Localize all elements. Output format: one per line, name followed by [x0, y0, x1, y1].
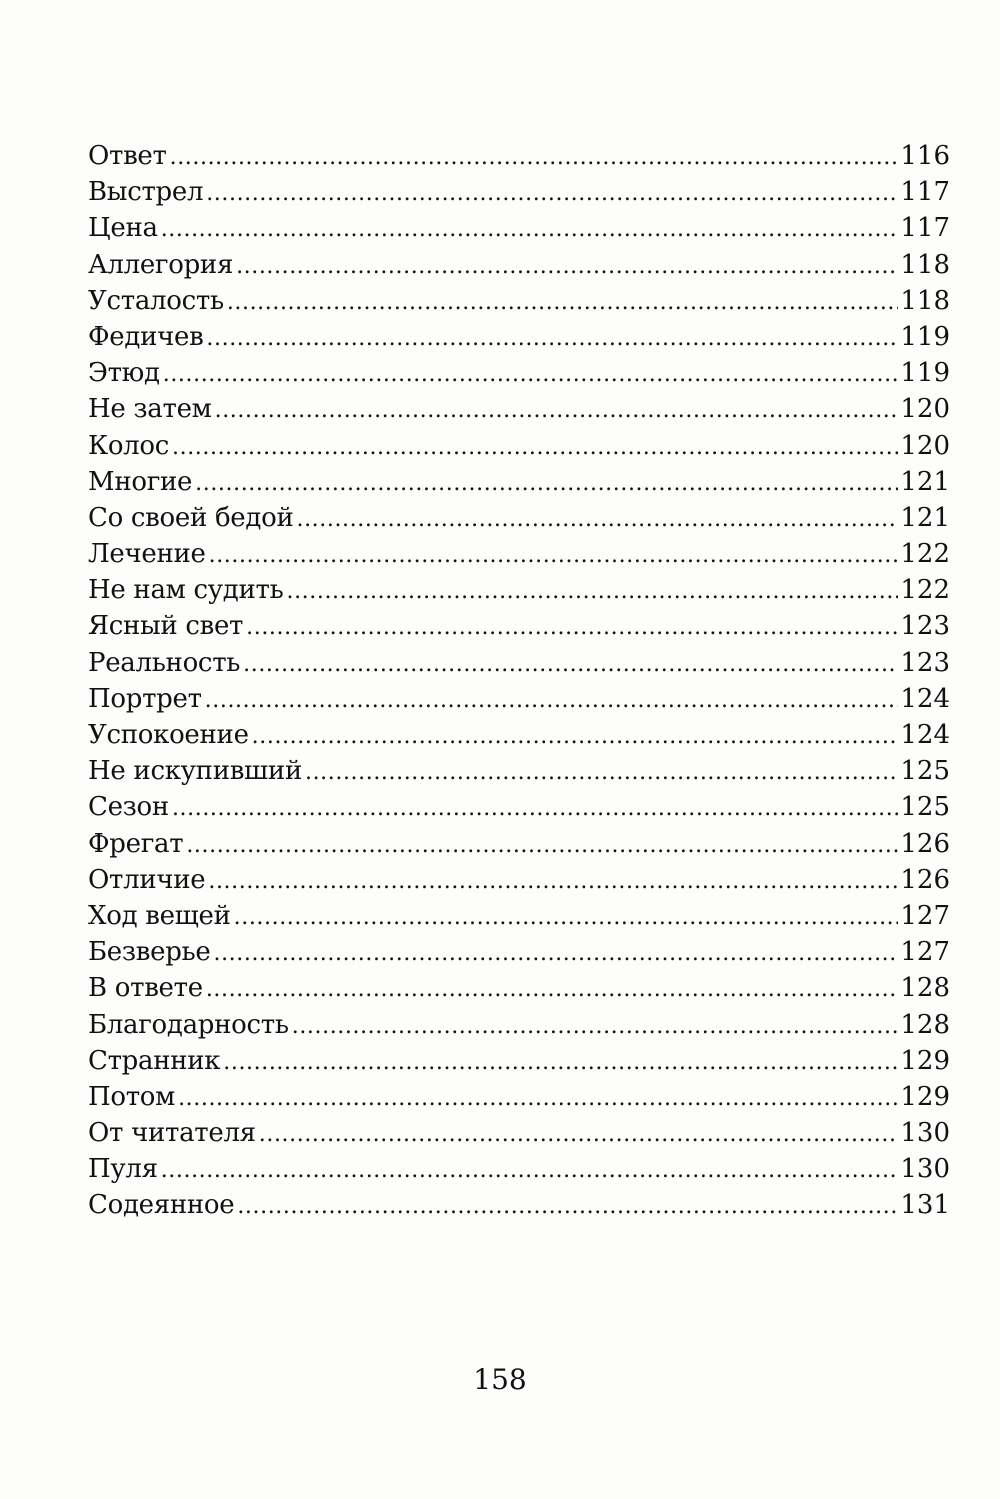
toc-entry [88, 319, 950, 355]
toc-entry-title: Ход вещей [88, 900, 231, 931]
dot-leader [243, 647, 898, 683]
toc-entry [88, 572, 950, 608]
dot-leader [259, 1117, 899, 1153]
toc-entry [88, 608, 950, 644]
toc-entry-title: Лечение [88, 539, 206, 570]
dot-leader [286, 574, 898, 610]
toc-entry-page: 120 [900, 430, 950, 461]
dot-leader [161, 212, 899, 248]
toc-entry-title: Реальность [88, 647, 241, 678]
dot-leader [215, 393, 899, 429]
dot-leader [305, 755, 898, 791]
toc-entry [88, 355, 950, 391]
toc-entry-title: Потом [88, 1081, 176, 1112]
toc-entry-page: 118 [900, 285, 950, 316]
toc-entry-title: Безверье [88, 937, 211, 968]
toc-entry [88, 391, 950, 427]
toc-entry-title: Аллегория [88, 249, 234, 280]
toc-entry [88, 210, 950, 246]
toc-entry-title: Колос [88, 430, 170, 461]
dot-leader [292, 1009, 899, 1045]
toc-entry-title: Портрет [88, 683, 202, 714]
dot-leader [234, 900, 899, 936]
toc-entry [88, 138, 950, 174]
toc-entry-page: 130 [900, 1154, 950, 1185]
toc-entry [88, 934, 950, 970]
dot-leader [252, 719, 899, 755]
toc-entry-title: Цена [88, 213, 158, 244]
toc-entry-page: 124 [900, 683, 950, 714]
toc-entry [88, 1079, 950, 1115]
table-of-contents [88, 138, 950, 1224]
toc-entry-page: 117 [900, 177, 950, 208]
toc-entry-page: 125 [900, 792, 950, 823]
toc-entry [88, 247, 950, 283]
toc-entry-page: 127 [900, 900, 950, 931]
toc-entry-page: 120 [900, 394, 950, 425]
toc-entry-title: Сезон [88, 792, 169, 823]
dot-leader [206, 176, 898, 212]
toc-entry-page: 121 [900, 502, 950, 533]
dot-leader [296, 502, 898, 538]
dot-leader [209, 538, 899, 574]
dot-leader [186, 828, 898, 864]
dot-leader [223, 1045, 898, 1081]
dot-leader [236, 249, 898, 285]
toc-entry [88, 1043, 950, 1079]
toc-entry-page: 128 [900, 973, 950, 1004]
toc-entry-title: Выстрел [88, 177, 204, 208]
toc-entry-page: 126 [900, 864, 950, 895]
toc-entry [88, 898, 950, 934]
page-number: 158 [473, 1363, 527, 1396]
dot-leader [161, 1153, 899, 1189]
toc-entry-page: 119 [900, 358, 950, 389]
toc-entry-title: Усталость [88, 285, 224, 316]
toc-entry [88, 1151, 950, 1187]
toc-entry-page: 117 [900, 213, 950, 244]
dot-leader [170, 140, 899, 176]
dot-leader [172, 430, 898, 466]
dot-leader [227, 285, 899, 321]
toc-entry [88, 428, 950, 464]
toc-entry-page: 122 [900, 575, 950, 606]
toc-entry [88, 1115, 950, 1151]
dot-leader [206, 972, 899, 1008]
toc-entry-page: 125 [900, 756, 950, 787]
toc-entry [88, 464, 950, 500]
dot-leader [213, 936, 898, 972]
toc-entry [88, 862, 950, 898]
toc-entry-title: Не искупивший [88, 756, 302, 787]
toc-entry [88, 826, 950, 862]
toc-entry [88, 970, 950, 1006]
toc-entry-title: Содеянное [88, 1190, 235, 1221]
dot-leader [246, 610, 898, 646]
toc-entry [88, 1187, 950, 1223]
toc-entry-title: Не затем [88, 394, 212, 425]
toc-entry-page: 118 [900, 249, 950, 280]
toc-entry-title: Отличие [88, 864, 206, 895]
toc-entry-page: 127 [900, 937, 950, 968]
toc-entry-title: Странник [88, 1045, 221, 1076]
toc-entry [88, 645, 950, 681]
toc-entry-title: Этюд [88, 358, 160, 389]
toc-entry [88, 753, 950, 789]
dot-leader [208, 864, 898, 900]
toc-entry-page: 121 [900, 466, 950, 497]
toc-entry-title: Благодарность [88, 1009, 289, 1040]
toc-entry [88, 536, 950, 572]
toc-entry-page: 129 [900, 1045, 950, 1076]
toc-entry-title: Со своей бедой [88, 502, 294, 533]
toc-entry-page: 123 [900, 611, 950, 642]
toc-entry [88, 1007, 950, 1043]
toc-entry-title: Не нам судить [88, 575, 284, 606]
dot-leader [172, 791, 898, 827]
toc-entry-title: В ответе [88, 973, 203, 1004]
toc-entry-page: 116 [900, 141, 950, 171]
toc-entry-page: 129 [900, 1081, 950, 1112]
toc-entry-title: Успокоение [88, 720, 249, 750]
toc-entry-title: Ясный свет [88, 611, 244, 642]
toc-entry-page: 131 [900, 1190, 950, 1221]
toc-entry-title: Пуля [88, 1154, 158, 1185]
toc-entry-page: 130 [900, 1118, 950, 1149]
toc-entry [88, 500, 950, 536]
toc-entry-title: Ответ [88, 141, 167, 171]
toc-entry [88, 174, 950, 210]
toc-entry-title: От читателя [88, 1118, 256, 1149]
toc-entry [88, 681, 950, 717]
toc-entry-title: Многие [88, 466, 193, 497]
toc-entry [88, 283, 950, 319]
toc-entry-title: Фрегат [88, 828, 184, 859]
toc-entry-page: 128 [900, 1009, 950, 1040]
toc-entry [88, 789, 950, 825]
toc-entry-page: 119 [900, 321, 950, 352]
toc-entry-title: Федичев [88, 321, 204, 352]
dot-leader [205, 683, 899, 719]
toc-entry-page: 122 [900, 539, 950, 570]
dot-leader [163, 357, 899, 393]
toc-entry-page: 124 [900, 720, 950, 750]
dot-leader [206, 321, 898, 357]
toc-entry-page: 126 [900, 828, 950, 859]
dot-leader [237, 1189, 898, 1225]
dot-leader [195, 466, 898, 502]
dot-leader [178, 1081, 898, 1117]
toc-entry [88, 717, 950, 753]
toc-entry-page: 123 [900, 647, 950, 678]
